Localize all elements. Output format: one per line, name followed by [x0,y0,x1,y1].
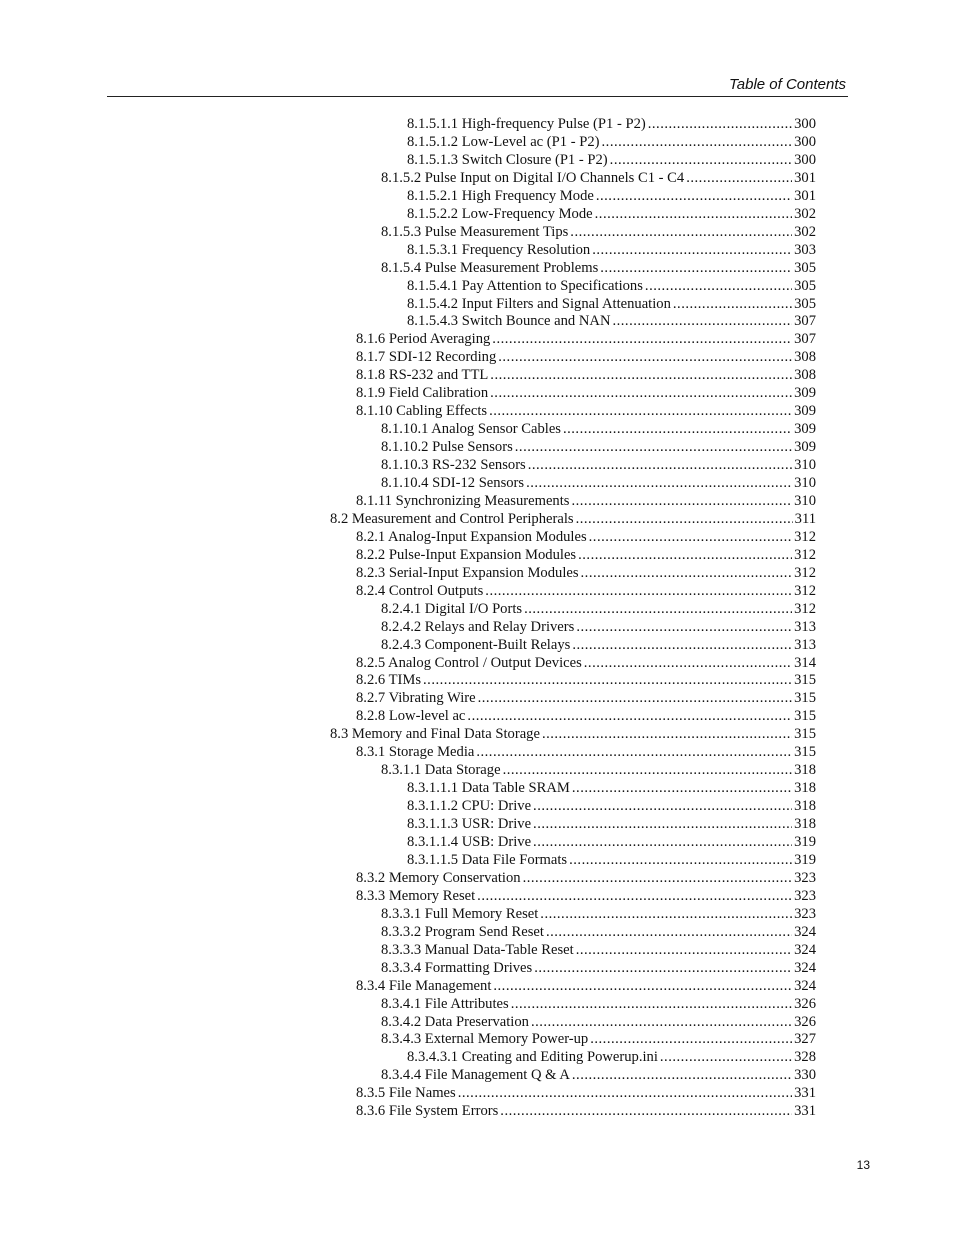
toc-entry-page: 315 [794,726,816,743]
dot-leader [476,743,792,761]
toc-entry[interactable] [356,1084,816,1102]
toc-entry-label: 8.2.4.2 Relays and Relay Drivers [381,618,575,635]
toc-entry[interactable] [381,995,816,1013]
toc-entry[interactable] [356,1102,816,1120]
toc-entry-page: 312 [794,600,816,617]
toc-entry-label: 8.2.4 Control Outputs [356,582,484,599]
toc-entry-page: 323 [794,905,816,922]
toc-entry-page: 302 [794,205,816,222]
dot-leader [578,546,792,564]
toc-entry[interactable] [356,402,816,420]
toc-entry-page: 310 [794,492,816,509]
toc-entry-page: 300 [794,151,816,168]
toc-entry-label: 8.1.5.4 Pulse Measurement Problems [381,259,599,276]
toc-entry-label: 8.2.4.1 Digital I/O Ports [381,600,523,617]
toc-entry-label: 8.2.3 Serial-Input Expansion Modules [356,564,579,581]
toc-entry-page: 312 [794,546,816,563]
dot-leader [503,761,793,779]
dot-leader [572,779,792,797]
toc-entry[interactable] [330,725,816,743]
toc-entry-page: 302 [794,223,816,240]
toc-entry-label: 8.2.4.3 Component-Built Relays [381,636,571,653]
toc-entry[interactable] [381,438,816,456]
dot-leader [589,528,792,546]
toc-entry-label: 8.1.9 Field Calibration [356,385,489,402]
toc-entry-page: 308 [794,349,816,366]
toc-entry-label: 8.3.1.1.1 Data Table SRAM [407,780,570,797]
toc-entry-label: 8.1.11 Synchronizing Measurements [356,492,570,509]
toc-entry-page: 309 [794,421,816,438]
toc-entry-page: 315 [794,672,816,689]
dot-leader [590,1030,792,1048]
toc-entry-page: 310 [794,475,816,491]
toc-entry-label: 8.3.4.3.1 Creating and Editing Powerup.ini [407,1049,658,1066]
toc-entry-page: 312 [794,528,816,545]
header-title: Table of Contents [728,76,846,93]
dot-leader [576,618,792,636]
toc-entry[interactable] [356,492,816,510]
toc-entry-page: 312 [794,582,816,599]
dot-leader [596,187,792,205]
toc-entry-page: 300 [794,116,816,132]
toc-entry-label: 8.1.5.3 Pulse Measurement Tips [381,223,569,240]
toc-entry-label: 8.3.3.1 Full Memory Reset [381,905,539,922]
toc-entry-label: 8.2.7 Vibrating Wire [356,690,476,707]
dot-leader [572,636,792,654]
toc-entry-page: 301 [794,187,816,204]
toc-entry-label: 8.3.3.3 Manual Data-Table Reset [381,941,574,958]
toc-entry-label: 8.1.5.3.1 Frequency Resolution [407,241,591,258]
dot-leader [515,438,792,456]
toc-entry-label: 8.3.2 Memory Conservation [356,869,521,886]
toc-entry-page: 313 [794,618,816,635]
toc-entry-page: 324 [794,923,816,940]
toc-entry-page: 315 [794,690,816,707]
toc-entry[interactable] [407,115,816,133]
toc-entry-label: 8.1.10 Cabling Effects [356,403,488,420]
toc-entry[interactable] [356,671,816,689]
dot-leader [533,797,792,815]
toc-entry-label: 8.2.8 Low-level ac [356,708,466,725]
toc-entry[interactable] [381,636,816,654]
dot-leader [571,492,792,510]
toc-entry-page: 323 [794,869,816,886]
dot-leader [602,133,793,151]
toc-entry-page: 328 [794,1049,816,1066]
toc-entry-label: 8.1.5.4.3 Switch Bounce and NAN [407,313,611,330]
toc-entry[interactable] [381,1013,816,1031]
dot-leader [533,833,792,851]
toc-entry-label: 8.1.5.2.1 High Frequency Mode [407,187,594,204]
dot-leader [563,420,792,438]
toc-entry[interactable] [356,743,816,761]
dot-leader [524,600,792,618]
toc-entry-label: 8.3.4 File Management [356,977,492,994]
toc-entry-page: 309 [794,439,816,456]
toc-entry-page: 315 [794,708,816,725]
page-number: 13 [856,1158,870,1172]
toc-entry-page: 323 [794,887,816,904]
toc-entry-page: 300 [794,133,816,150]
toc-entry-label: 8.3.3 Memory Reset [356,887,476,904]
toc-entry[interactable] [407,833,816,851]
dot-leader [531,1013,792,1031]
dot-leader [526,474,792,492]
dot-leader [523,869,793,887]
toc-entry[interactable] [381,618,816,636]
dot-leader [540,905,792,923]
toc-entry-label: 8.3.1.1.4 USB: Drive [407,834,532,850]
toc-entry[interactable] [356,366,816,384]
toc-entry-page: 303 [794,241,816,258]
toc-entry-label: 8.3.4.2 Data Preservation [381,1013,529,1030]
toc-entry-label: 8.2.2 Pulse-Input Expansion Modules [356,546,577,563]
toc-entry[interactable] [356,689,816,707]
toc-entry-page: 305 [794,277,816,294]
toc-entry-label: 8.3.4.3 External Memory Power-up [381,1031,589,1048]
dot-leader [467,707,792,725]
toc-entry[interactable] [381,1066,816,1084]
toc-entry-label: 8.3.6 File System Errors [356,1103,499,1120]
toc-entry-label: 8.1.10.4 SDI-12 Sensors [381,475,525,491]
dot-leader [572,1066,792,1084]
toc-entry-page: 312 [794,564,816,581]
dot-leader [492,330,792,348]
toc-entry[interactable] [407,312,816,330]
toc-entry[interactable] [407,187,816,205]
toc-entry[interactable] [356,348,816,366]
dot-leader [612,312,792,330]
toc-entry[interactable] [356,582,816,600]
toc-entry[interactable] [407,133,816,151]
dot-leader [645,277,792,295]
toc-entry-label: 8.2 Measurement and Control Peripherals [330,510,574,527]
dot-leader [490,384,792,402]
toc-entry-label: 8.2.1 Analog-Input Expansion Modules [356,528,587,545]
toc-entry-label: 8.1.5.4.2 Input Filters and Signal Attenuation [407,295,671,312]
toc-entry-page: 331 [794,1085,816,1102]
toc-entry-label: 8.3.5 File Names [356,1085,456,1102]
toc-entry[interactable] [407,851,816,869]
toc-entry-label: 8.3.1.1.2 CPU: Drive [407,798,532,815]
toc-entry-page: 326 [794,1013,816,1030]
dot-leader [610,151,792,169]
toc-entry[interactable] [381,259,816,277]
toc-entry-page: 324 [794,941,816,958]
toc-entry-label: 8.3.3.4 Formatting Drives [381,959,533,976]
dot-leader [485,582,792,600]
toc-entry-label: 8.1.10.3 RS-232 Sensors [381,457,526,474]
toc-entry[interactable] [381,959,816,977]
header-rule [107,96,848,97]
toc-entry[interactable] [381,1030,816,1048]
toc-entry[interactable] [407,1048,816,1066]
toc-entry[interactable] [381,600,816,618]
toc-entry-page: 305 [794,295,816,312]
toc-entry[interactable] [407,815,816,833]
toc-entry[interactable] [356,564,816,582]
toc-entry[interactable] [381,169,816,187]
dot-leader [489,402,792,420]
dot-leader [570,223,792,241]
dot-leader [500,1102,792,1120]
toc-entry[interactable] [356,384,816,402]
toc-entry[interactable] [407,295,816,313]
toc-entry-page: 307 [794,313,816,330]
toc-entry-label: 8.3.4.4 File Management Q & A [381,1067,570,1084]
toc-entry-page: 326 [794,995,816,1012]
toc-entry[interactable] [407,779,816,797]
toc-entry-label: 8.1.7 SDI-12 Recording [356,349,497,366]
toc-entry-page: 318 [794,762,816,779]
toc-entry[interactable] [407,205,816,223]
toc-entry[interactable] [356,546,816,564]
dot-leader [477,887,792,905]
toc-entry[interactable] [407,797,816,815]
toc-entry-label: 8.3 Memory and Final Data Storage [330,726,540,743]
dot-leader [569,851,792,869]
toc-entry-page: 324 [794,977,816,994]
toc-entry[interactable] [381,456,816,474]
toc-entry[interactable] [356,654,816,672]
toc-entry-label: 8.1.10.1 Analog Sensor Cables [381,421,561,438]
toc-entry-page: 308 [794,367,816,384]
toc-entry-page: 307 [794,331,816,348]
toc-entry-label: 8.3.1.1.3 USR: Drive [407,816,532,833]
toc-entry-label: 8.3.4.1 File Attributes [381,995,509,1012]
toc-entry[interactable] [356,528,816,546]
toc-entry[interactable] [407,241,816,259]
dot-leader [581,564,793,582]
dot-leader [542,725,792,743]
dot-leader [534,959,792,977]
toc-entry-label: 8.1.10.2 Pulse Sensors [381,439,513,456]
toc-entry-page: 315 [794,744,816,761]
toc-entry-label: 8.1.5.4.1 Pay Attention to Specifications [407,277,643,294]
dot-leader [490,366,792,384]
toc-entry-label: 8.1.5.1.3 Switch Closure (P1 - P2) [407,151,608,168]
toc-entry-page: 311 [794,510,816,527]
dot-leader [528,456,792,474]
toc-entry[interactable] [381,761,816,779]
dot-leader [493,977,792,995]
toc-entry-label: 8.1.5.2 Pulse Input on Digital I/O Channels C1 - C4 [381,169,685,186]
toc-entry[interactable] [356,869,816,887]
toc-entry-page: 309 [794,403,816,420]
toc-entry-label: 8.3.1.1 Data Storage [381,762,501,779]
dot-leader [595,205,792,223]
toc-entry-page: 309 [794,385,816,402]
toc-entry[interactable] [356,887,816,905]
dot-leader [673,295,792,313]
toc-entry[interactable] [381,941,816,959]
dot-leader [648,115,792,133]
toc-entry-label: 8.3.3.2 Program Send Reset [381,923,544,940]
toc-entry[interactable] [381,923,816,941]
dot-leader [592,241,792,259]
toc-entry-label: 8.1.5.2.2 Low-Frequency Mode [407,205,593,222]
toc-entry-label: 8.1.5.1.2 Low-Level ac (P1 - P2) [407,133,600,150]
toc-entry-page: 305 [794,259,816,276]
toc-entry-label: 8.1.6 Period Averaging [356,331,491,348]
toc-entry-label: 8.2.5 Analog Control / Output Devices [356,654,582,671]
toc-entry[interactable] [356,977,816,995]
toc-entry[interactable] [407,277,816,295]
toc-entry-page: 314 [794,654,816,671]
dot-leader [686,169,792,187]
dot-leader [546,923,792,941]
toc-entry-page: 331 [794,1103,816,1120]
toc-entry[interactable] [381,223,816,241]
dot-leader [600,259,792,277]
toc-entry-label: 8.1.5.1.1 High-frequency Pulse (P1 - P2) [407,116,646,132]
toc-entry-label: 8.3.1 Storage Media [356,744,475,761]
toc-entry[interactable] [356,707,816,725]
toc-entry-page: 318 [794,780,816,797]
toc-entry-page: 313 [794,636,816,653]
dot-leader [660,1048,792,1066]
toc-entry[interactable] [381,474,816,492]
toc-entry[interactable] [356,330,816,348]
toc-entry-page: 301 [794,169,816,186]
dot-leader [478,689,793,707]
toc-entry-label: 8.1.8 RS-232 and TTL [356,367,489,384]
dot-leader [498,348,792,366]
dot-leader [533,815,792,833]
dot-leader [576,510,793,528]
dot-leader [423,671,792,689]
toc-entry-page: 318 [794,816,816,833]
toc-entry[interactable] [407,151,816,169]
toc-entry-page: 319 [794,834,816,850]
dot-leader [576,941,792,959]
toc-entry-page: 310 [794,457,816,474]
dot-leader [458,1084,792,1102]
toc-entry-page: 319 [794,851,816,868]
toc-entry-page: 327 [794,1031,816,1048]
toc-entry-label: 8.2.6 TIMs [356,672,422,689]
toc-entry-label: 8.3.1.1.5 Data File Formats [407,851,568,868]
toc-entry-page: 318 [794,798,816,815]
toc-entry[interactable] [381,905,816,923]
toc-entry-page: 330 [794,1067,816,1084]
toc-entry-page: 324 [794,959,816,976]
dot-leader [584,654,792,672]
dot-leader [511,995,792,1013]
toc-entry[interactable] [381,420,816,438]
toc-entry[interactable] [330,510,816,528]
